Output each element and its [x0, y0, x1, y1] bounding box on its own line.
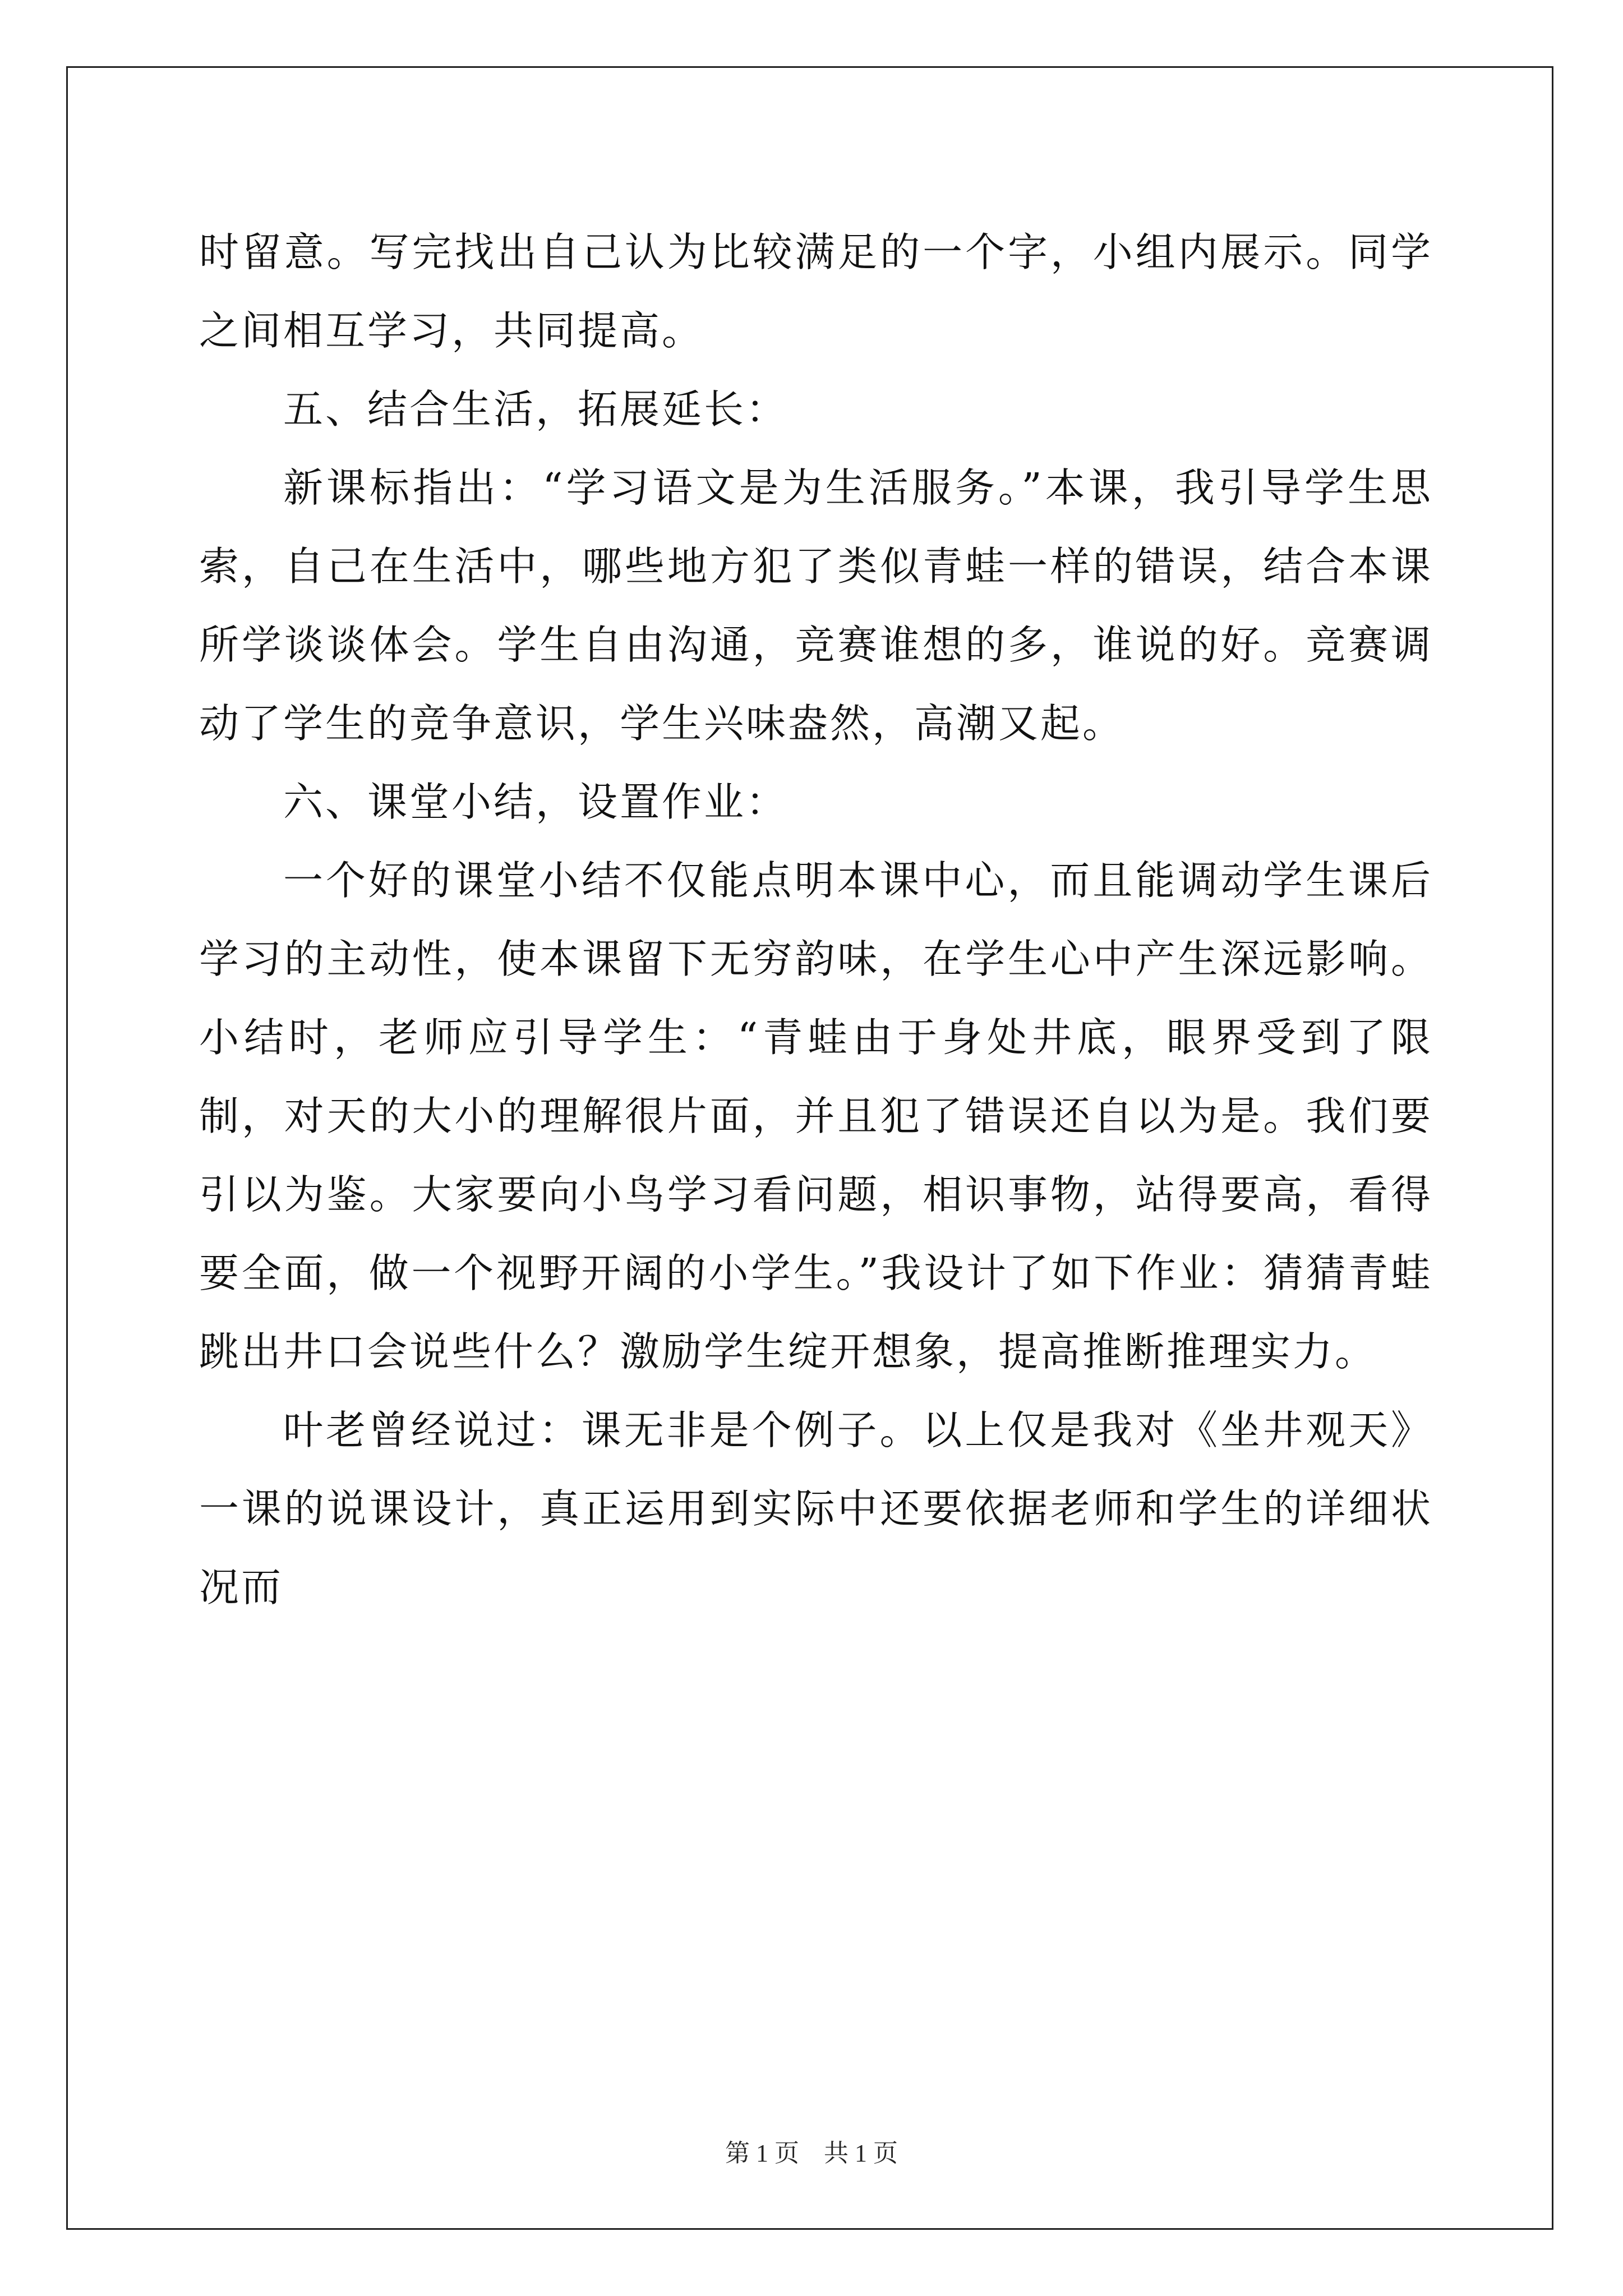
section-heading-5: 五、结合生活，拓展延长：	[283, 386, 789, 432]
paragraph-summary: 一个好的课堂小结不仅能点明本课中心，而且能调动学生课后学习的主动性，使本课留下无穷韵味，在学生心中产生深远影响。小结时，老师应引导学生：“青蛙由于身处井底，眼界受到了限制，对天的大小的理解很片面，并且犯了错误还自以为是。我们要引以为鉴。大家要向小鸟学习看问题，相识事物，站得要高，看得要全面，做一个视野开阔的小学生。”我设计了如下作业：猜猜青蛙跳出井口会说些什么？激励学生绽开想象，提高推断推理实力。	[199, 857, 1433, 1375]
section-heading-6: 六、课堂小结，设置作业：	[283, 779, 789, 825]
document-body	[199, 213, 1433, 1627]
page-number-footer: 第 1 页 共 1 页	[725, 2139, 898, 2167]
paragraph-curriculum: 新课标指出：“学习语文是为生活服务。”本课，我引导学生思索，自己在生活中，哪些地方犯了类似青蛙一样的错误，结合本课所学谈谈体会。学生自由沟通，竞赛谁想的多，谁说的好。竞赛调动了学生的竞争意识，学生兴味盎然，高潮又起。	[199, 464, 1433, 747]
paragraph-conclusion: 叶老曾经说过：课无非是个例子。以上仅是我对《坐井观天》一课的说课设计，真正运用到实际中还要依据老师和学生的详细状况而	[199, 1407, 1433, 1611]
paragraph-continuation: 时留意。写完找出自己认为比较满足的一个字，小组内展示。同学之间相互学习，共同提高。	[199, 229, 1433, 354]
